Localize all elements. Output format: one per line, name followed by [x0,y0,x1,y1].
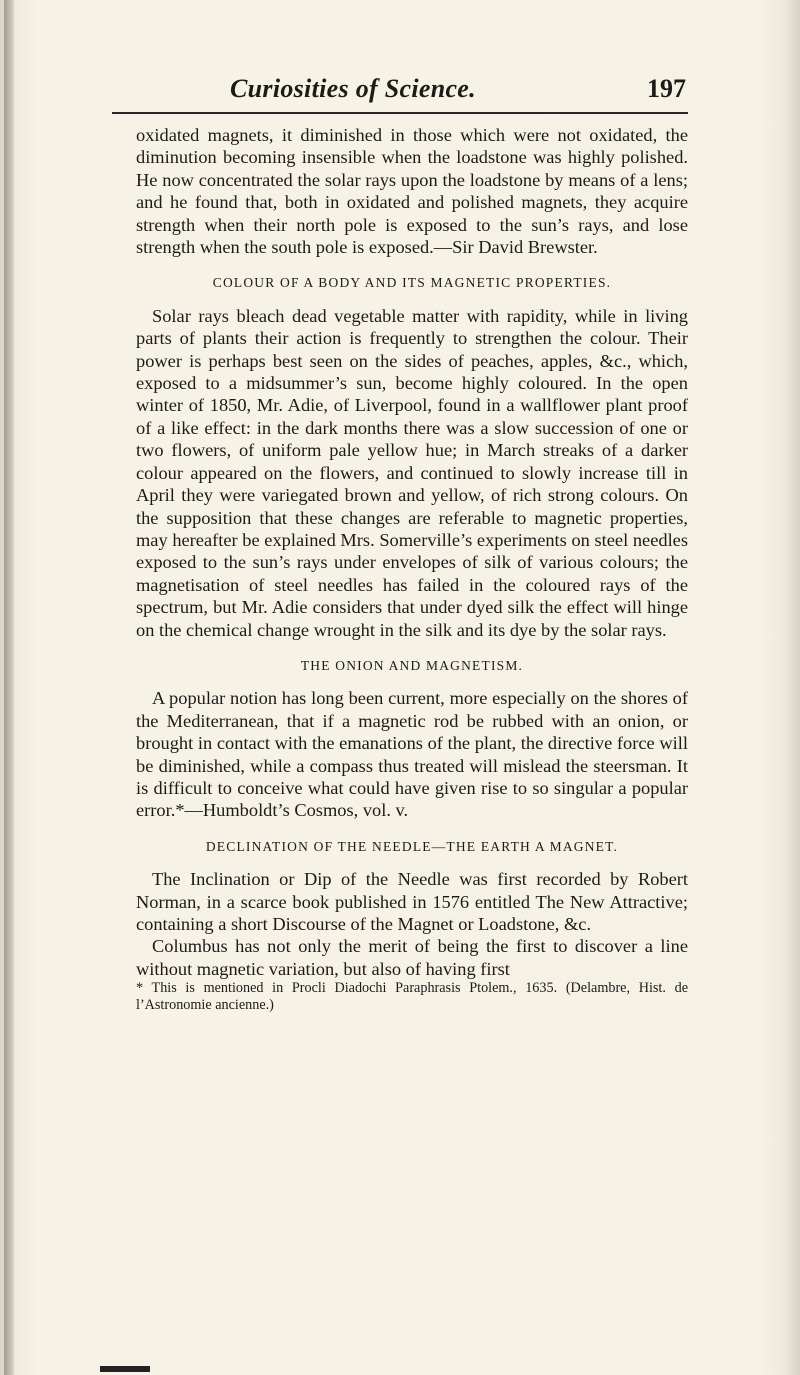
body-text [136,124,688,1014]
paragraph-columbus: Columbus has not only the merit of being the first to discover a line without magnetic variation, but also of having first [136,936,688,979]
running-head [230,74,686,104]
heading-onion-magnetism: THE ONION AND MAGNETISM. [300,657,524,673]
paragraph-onion: A popular notion has long been current, more especially on the shores of the Mediterranean, that if a magnetic rod be rubbed with an onion, or brought in contact with the emanations of the plant, the directive force will be diminished, while a compass thus treated will mislead the steersman. It is difficult to conceive what could have given rise to so singular a popular error.*—Humboldt’s Cosmos, vol. v. [136,688,688,821]
bottom-mark [100,1366,150,1372]
paragraph-solar-rays: Solar rays bleach dead vegetable matter with rapidity, while in living parts of plants their action is frequently to strengthen the colour. Their power is perhaps best seen on the sides of peaches, apples, &c., which, exposed to a midsummer’s sun, become highly coloured. In the open winter of 1850, Mr. Adie, of Liverpool, found in a wallflower plant proof of a like effect: in the dark months there was a slow succession of one or two flowers, of uniform pale yellow hue; in March streaks of a darker colour appeared on the flowers, and continued to slowly increase till in April they were variegated brown and yellow, of rich strong colours. On the supposition that these changes are referable to magnetic properties, may hereafter be explained Mrs. Somerville’s experiments on steel needles exposed to the sun’s rays under envelopes of silk of various colours; the magnetisation of steel needles has failed in the coloured rays of the spectrum, but Mr. Adie considers that under dyed silk the effect will hinge on the chemical change wrought in the silk and its dye by the solar rays. [136,305,688,640]
running-title: Curiosities of Science. [230,74,476,103]
heading-declination: DECLINATION OF THE NEEDLE—THE EARTH A MAGNET. [205,838,619,854]
page-number: 197 [647,74,686,103]
page-edge [782,0,800,1375]
footnote: * This is mentioned in Procli Diadochi Paraphrasis Ptolem., 1635. (Delambre, Hist. de l’Astronomie ancienne.) [136,980,688,1014]
heading-colour-magnetic: COLOUR OF A BODY AND ITS MAGNETIC PROPERTIES. [212,275,612,291]
binding-gutter [4,0,14,1375]
paragraph-inclination: The Inclination or Dip of the Needle was first recorded by Robert Norman, in a scarce book published in 1576 entitled The New Attractive; containing a short Discourse of the Magnet or Loadstone, &c. [136,869,688,934]
header-rule [112,112,688,114]
paragraph-oxidated-magnets: oxidated magnets, it diminished in those which were not oxidated, the diminution becoming insensible when the loadstone was highly polished. He now concentrated the solar rays upon the loadstone by means of a lens; and he found that, both in oxidated and polished magnets, they acquire strength when their north pole is exposed to the sun’s rays, and lose strength when the south pole is exposed.—Sir David Brewster. [136,125,688,258]
